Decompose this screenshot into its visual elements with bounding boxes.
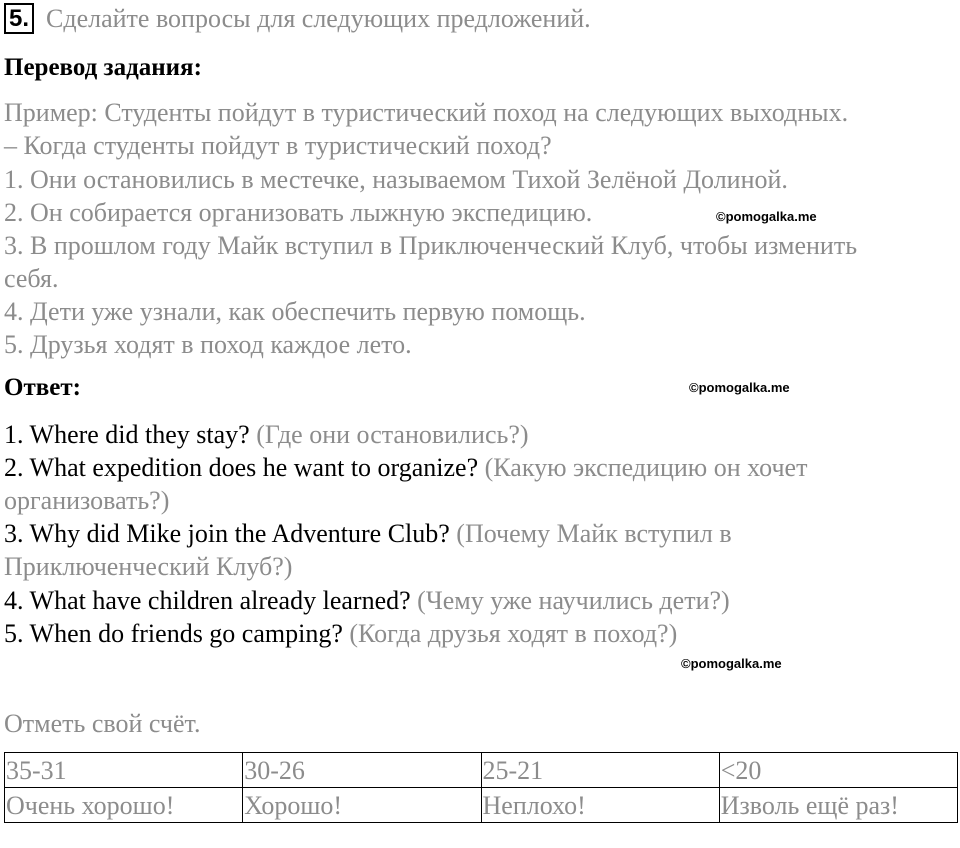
score-grades-row xyxy=(5,788,958,823)
translation-line: – Когда студенты пойдут в туристический поход? xyxy=(4,131,552,160)
translation-line: 1. Они остановились в местечке, называемом Тихой Зелёной Долиной. xyxy=(4,165,788,194)
answer-question: 1. Where did they stay? xyxy=(4,420,250,449)
answer-question: 2. What expedition does he want to organize? xyxy=(4,453,479,482)
answer-item xyxy=(4,418,529,451)
answer-question: 3. Why did Mike join the Adventure Club? xyxy=(4,519,450,548)
exercise-number: 5. xyxy=(4,3,34,34)
answer-translation: (Какую экспедицию он хочет xyxy=(484,453,808,482)
answer-translation: (Почему Майк вступил в xyxy=(456,519,732,548)
answer-item xyxy=(4,584,730,617)
score-grade-cell: Хорошо! xyxy=(243,788,481,823)
score-grade-cell: Очень хорошо! xyxy=(5,788,243,823)
score-range-cell: 35-31 xyxy=(5,753,243,788)
translation-line: 5. Друзья ходят в поход каждое лето. xyxy=(4,330,412,359)
translation-heading: Перевод задания: xyxy=(4,54,202,81)
answer-question: 5. When do friends go camping? xyxy=(4,619,343,648)
answer-item xyxy=(4,451,807,484)
score-ranges-row xyxy=(5,753,958,788)
answer-translation: (Где они остановились?) xyxy=(256,420,529,449)
translation-line: 2. Он собирается организовать лыжную экспедицию. xyxy=(4,198,593,227)
score-grade-cell: Изволь ещё раз! xyxy=(719,788,957,823)
answer-translation-cont: Приключенческий Клуб?) xyxy=(4,552,293,581)
answer-translation: (Чему уже научились дети?) xyxy=(417,586,730,615)
translation-line: себя. xyxy=(4,264,59,293)
answer-heading: Ответ: xyxy=(4,374,81,401)
score-range-cell: <20 xyxy=(719,753,957,788)
answer-translation: (Когда друзья ходят в поход?) xyxy=(349,619,678,648)
answer-item xyxy=(4,617,677,650)
translation-line: Пример: Студенты пойдут в туристический поход на следующих выходных. xyxy=(4,98,849,127)
answer-item xyxy=(4,517,732,550)
watermark: ©pomogalka.me xyxy=(681,656,782,671)
answer-question: 4. What have children already learned? xyxy=(4,586,411,615)
score-range-cell: 25-21 xyxy=(481,753,719,788)
exercise-instruction: Сделайте вопросы для следующих предложений. xyxy=(46,4,591,33)
score-label: Отметь свой счёт. xyxy=(4,709,201,738)
watermark: ©pomogalka.me xyxy=(689,380,790,395)
answer-translation-cont: организовать?) xyxy=(4,486,170,515)
score-table xyxy=(4,752,958,823)
translation-line: 3. В прошлом году Майк вступил в Приключенческий Клуб, чтобы изменить xyxy=(4,231,858,260)
score-grade-cell: Неплохо! xyxy=(481,788,719,823)
watermark: ©pomogalka.me xyxy=(716,209,817,224)
translation-line: 4. Дети уже узнали, как обеспечить первую помощь. xyxy=(4,297,586,326)
score-range-cell: 30-26 xyxy=(243,753,481,788)
